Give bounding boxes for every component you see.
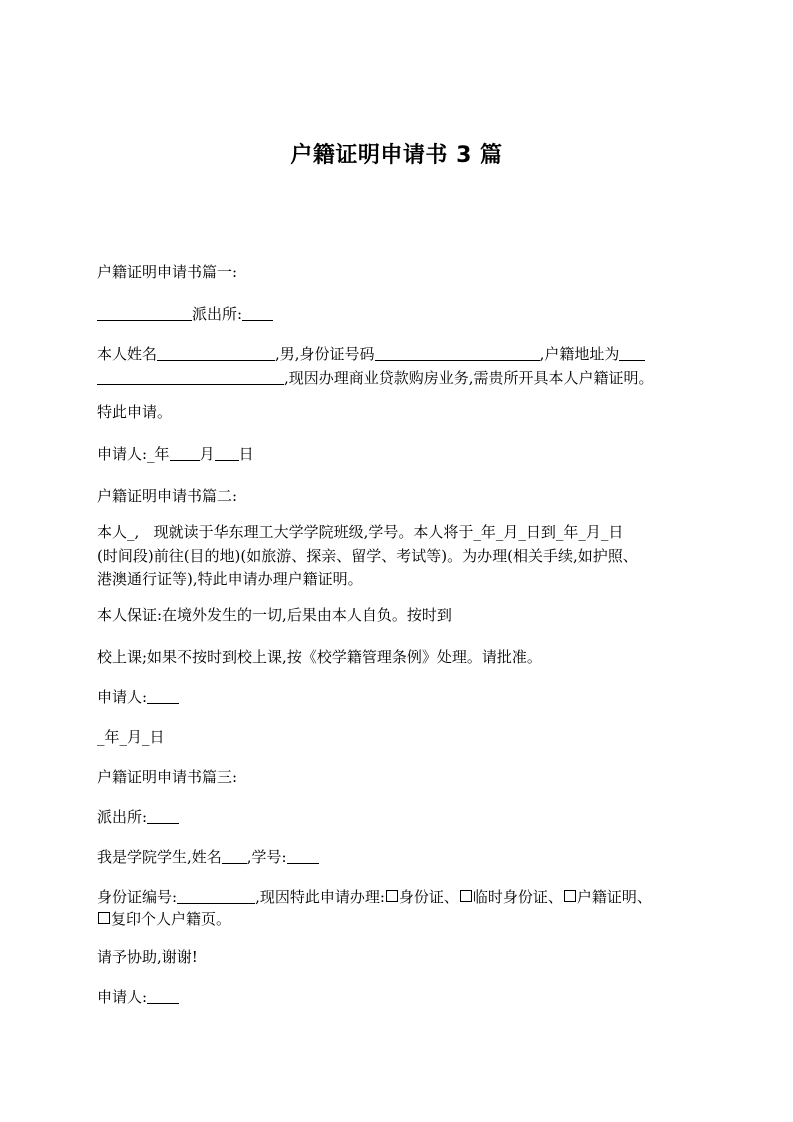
- checkbox-icon: [564, 890, 576, 902]
- applicant-label: 申请人:: [97, 688, 148, 706]
- blank-line: [97, 368, 284, 385]
- part1-body-text: ,现因办理商业贷款购房业务,需贵所开具本人户籍证明。: [284, 369, 654, 387]
- part2-body-line2: (时间段)前往(目的地)(如旅游、探亲、留学、考试等)。为办理(相关手续,如护照、: [97, 547, 638, 565]
- part3-id-line2: [97, 907, 707, 931]
- part2-body-line3: 港澳通行证等),特此申请办理户籍证明。: [97, 570, 363, 588]
- part2-applicant: [97, 685, 707, 709]
- part3-body-text: ,现因特此申请办理:: [255, 888, 385, 906]
- part1-body-line1: [97, 342, 707, 366]
- part2-body-text: 本人_,: [97, 523, 140, 541]
- option-label: 户籍证明、: [576, 888, 652, 906]
- blank-line: [170, 444, 200, 461]
- station-label: 派出所:: [97, 808, 148, 826]
- part2-body-text: 现就读于华东理工大学学院班级,学号。本人将于_年_月_日到_年_月_日: [153, 523, 624, 541]
- part2-heading: 户籍证明申请书篇二:: [97, 487, 238, 505]
- blank-line: [242, 304, 273, 321]
- part2-guarantee: 本人保证:在境外发生的一切,后果由本人自负。按时到: [97, 606, 452, 624]
- part3-body-text: 我是学院学生,姓名: [97, 848, 222, 866]
- blank-line: [147, 807, 179, 824]
- option-label: 身份证、: [398, 888, 459, 906]
- signature-text: 日: [238, 445, 254, 463]
- blank-line: [147, 687, 179, 704]
- part3-heading: 户籍证明申请书篇三:: [97, 768, 238, 786]
- part1-signature: [97, 442, 707, 466]
- blank-line: [97, 304, 192, 321]
- blank-line: [177, 887, 255, 904]
- part1-body-line2: [97, 366, 707, 390]
- signature-text: 月: [199, 445, 215, 463]
- blank-line: [215, 444, 239, 461]
- blank-line: [619, 344, 645, 361]
- part1-addressee: [97, 302, 707, 326]
- part3-thanks: 请予协助,谢谢!: [97, 948, 198, 966]
- part1-closing: 特此申请。: [97, 403, 173, 421]
- part3-student: [97, 845, 707, 869]
- applicant-label: 申请人:: [97, 988, 148, 1006]
- part1-addressee-text: 派出所:: [192, 305, 243, 323]
- part2-classes: 校上课;如果不按时到校上课,按《校学籍管理条例》处理。请批准。: [97, 648, 542, 666]
- option-label: 临时身份证、: [472, 888, 563, 906]
- part3-station: [97, 805, 707, 829]
- part1-body-text: 本人姓名: [97, 345, 158, 363]
- part2-date: _年_月_日: [97, 728, 165, 746]
- part1-heading: 户籍证明申请书篇一:: [97, 263, 238, 281]
- blank-line: [147, 987, 179, 1004]
- blank-line: [287, 847, 319, 864]
- part1-body-text: ,户籍地址为: [539, 345, 620, 363]
- part1-body-text: ,男,身份证号码: [275, 345, 375, 363]
- document-title: 户籍证明申请书 3 篇: [290, 143, 503, 168]
- part3-applicant: [97, 985, 707, 1009]
- option-label: 复印个人户籍页。: [111, 910, 232, 928]
- part3-id-line1: [97, 885, 707, 909]
- signature-text: 申请人:_年: [97, 445, 170, 463]
- checkbox-icon: [386, 890, 398, 902]
- blank-line: [222, 847, 247, 864]
- checkbox-icon: [98, 912, 110, 924]
- blank-line: [375, 344, 540, 361]
- checkbox-icon: [460, 890, 472, 902]
- blank-line: [157, 344, 275, 361]
- part2-body-line1: [97, 520, 707, 544]
- part3-body-text: ,学号:: [246, 848, 287, 866]
- part3-body-text: 身份证编号:: [97, 888, 178, 906]
